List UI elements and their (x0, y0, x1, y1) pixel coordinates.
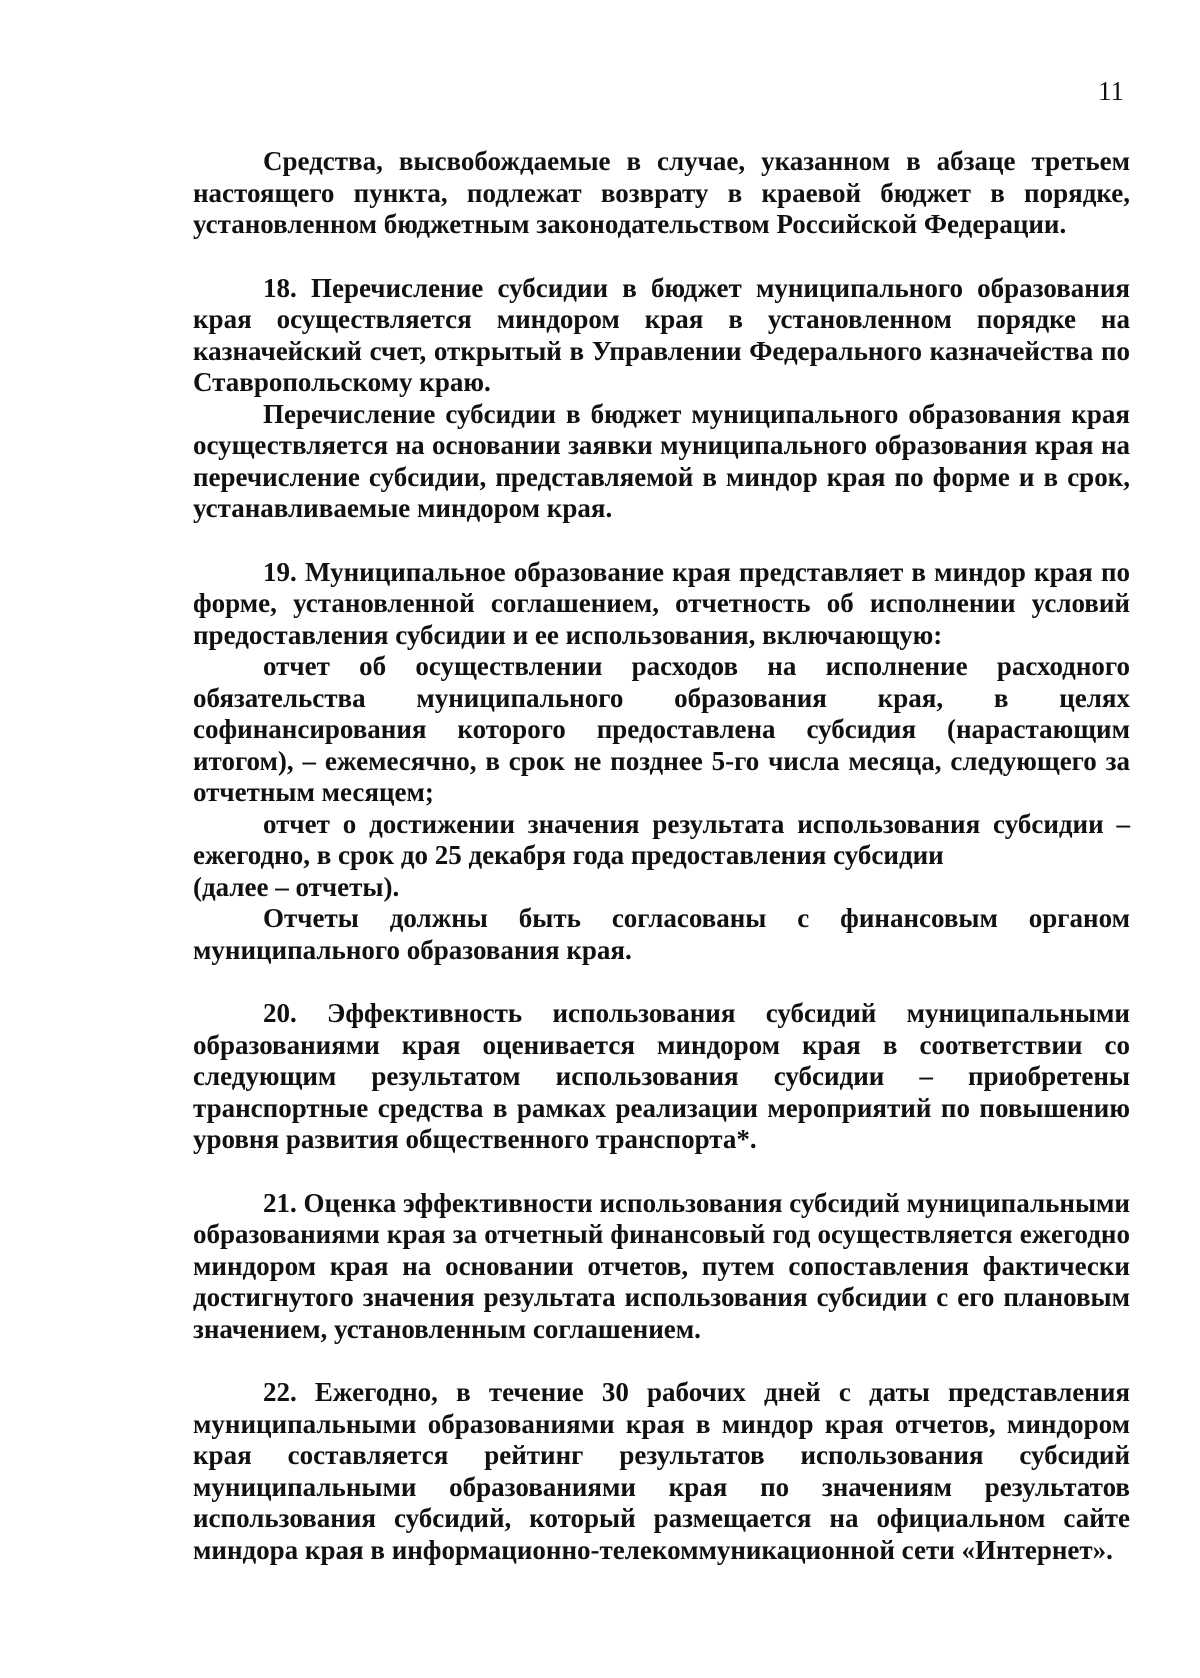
paragraph-18-request: Перечисление субсидии в бюджет муниципального образования края осуществляется на основании заявки муниципального образования края на перечисление субсидии, представляемой в миндор края по форме и в срок, устанавливаемые миндором края. (193, 398, 1130, 523)
paragraph-20-efficiency: 20. Эффективность использования субсидий муниципальными образованиями края оценивается миндором края в соответствии со следующим результатом использования субсидии – приобретены транспортные средства в рамках реализации мероприятий по повышению уровня развития общественного транспорта*. (193, 998, 1130, 1154)
paragraph-18-transfer: 18. Перечисление субсидии в бюджет муниципального образования края осуществляется миндором края в установленном порядке на казначейский счет, открытый в Управлении Федерального казначейства по Ставропольскому краю. (193, 272, 1130, 397)
document-body (193, 146, 1130, 1566)
paragraph-funds-return: Средства, высвобождаемые в случае, указанном в абзаце третьем настоящего пункта, подлежат возврату в краевой бюджет в порядке, установленном бюджетным законодательством Российской Федерации. (193, 146, 1130, 239)
paragraph-19-expense-report: отчет об осуществлении расходов на исполнение расходного обязательства муниципального образования края, в целях софинансирования которого предоставлена субсидия (нарастающим итогом), – ежемесячно, в срок не позднее 5-го числа месяца, следующего за отчетным месяцем; (193, 651, 1130, 807)
page-number: 11 (1098, 76, 1124, 106)
paragraph-19-result-report: отчет о достижении значения результата использования субсидии – ежегодно, в срок до 25 декабря года предоставления субсидии (193, 808, 1130, 870)
paragraph-19-approval: Отчеты должны быть согласованы с финансовым органом муниципального образования края. (193, 903, 1130, 965)
paragraph-22-rating: 22. Ежегодно, в течение 30 рабочих дней с даты представления муниципальными образованиями края в миндор края отчетов, миндором края составляется рейтинг результатов использования субсидий муниципальными образованиями края по значениям результатов использования субсидий, который размещается на официальном сайте миндора края в информационно-телекоммуникационной сети «Интернет». (193, 1377, 1130, 1565)
paragraph-21-assessment: 21. Оценка эффективности использования субсидий муниципальными образованиями края за отчетный финансовый год осуществляется ежегодно миндором края на основании отчетов, путем сопоставления фактически достигнутого значения результата использования субсидии с его плановым значением, установленным соглашением. (193, 1187, 1130, 1344)
paragraph-19-reporting: 19. Муниципальное образование края представляет в миндор края по форме, установленной соглашением, отчетность об исполнении условий предоставления субсидии и ее использования, включающую: (193, 556, 1130, 650)
paragraph-19-reports-definition: (далее – отчеты). (193, 871, 400, 902)
